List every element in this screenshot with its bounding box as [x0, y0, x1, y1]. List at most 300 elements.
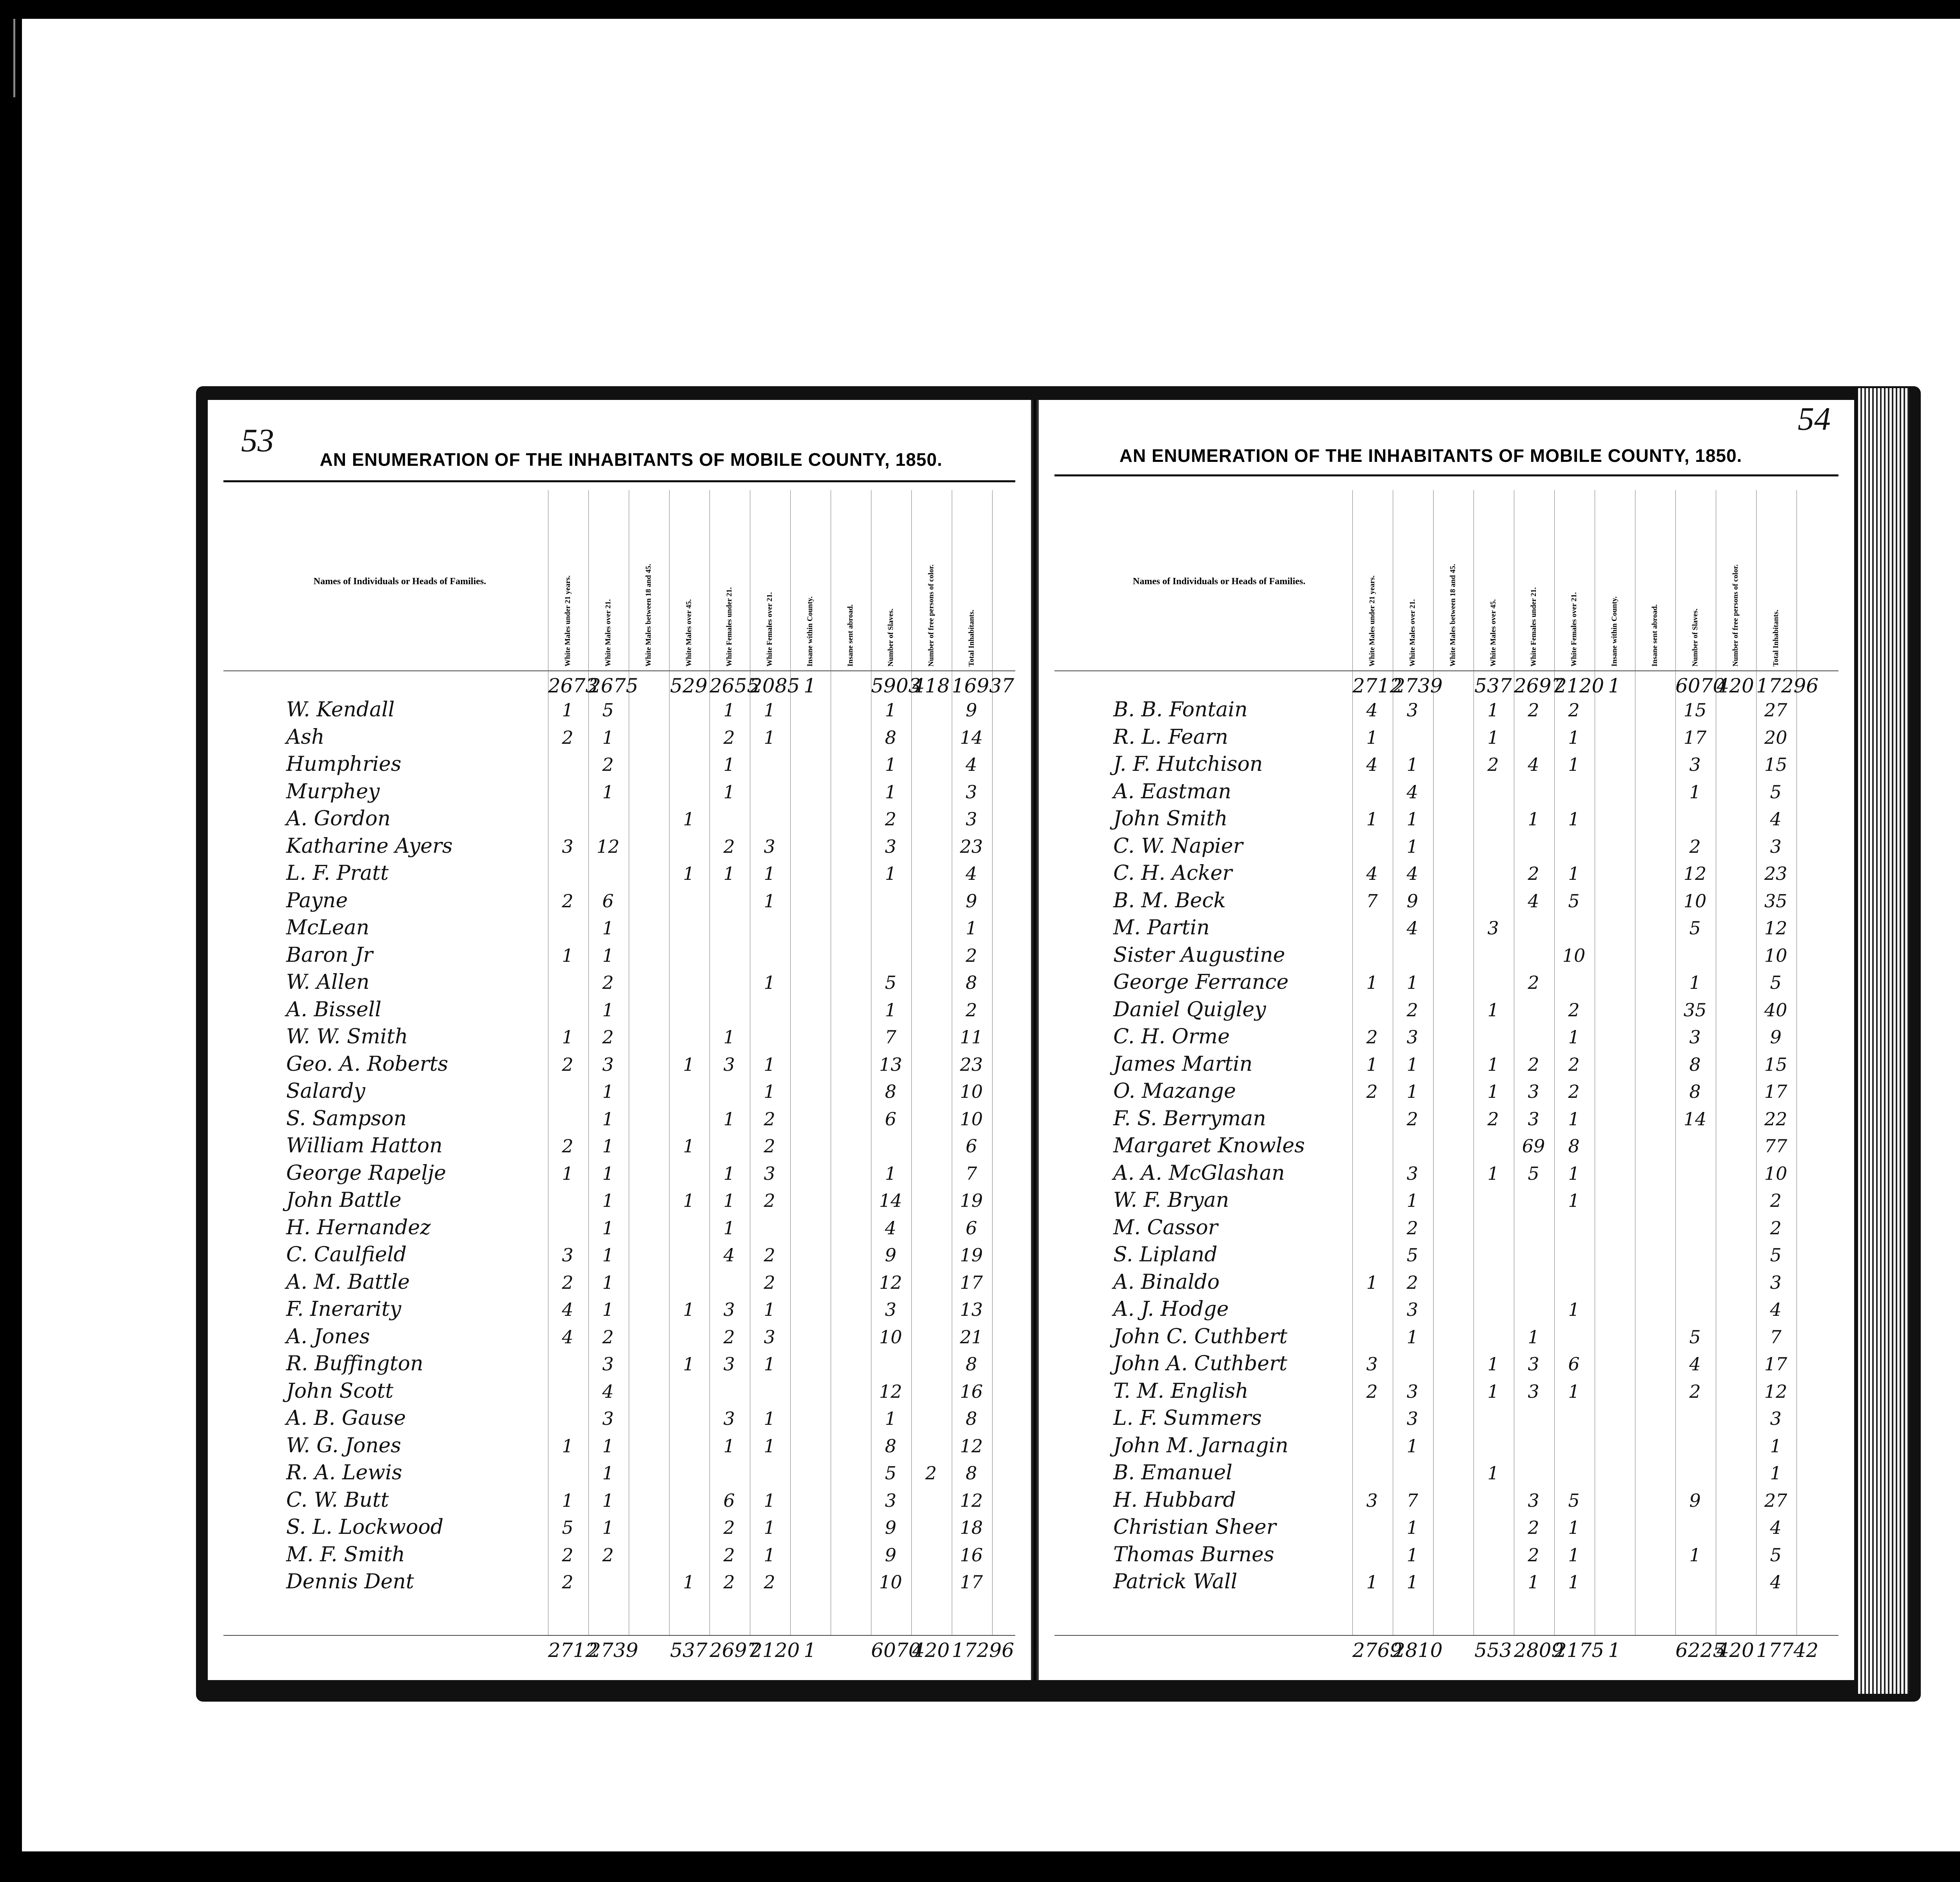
column-header-label: White Females under 21.	[725, 587, 733, 667]
household-name: Murphey	[286, 779, 380, 803]
household-count: 3	[1528, 1490, 1539, 1511]
household-count: 13	[879, 1054, 902, 1075]
household-count: 2	[723, 1544, 735, 1566]
household-count: 3	[965, 781, 977, 803]
column-header-label: White Females under 21.	[1530, 587, 1538, 667]
household-name: Humphries	[286, 752, 401, 776]
household-count: 9	[965, 699, 977, 721]
column-header-label: White Females over 21.	[766, 592, 774, 667]
household-count: 1	[764, 863, 775, 884]
household-count: 5	[1770, 1544, 1782, 1566]
household-count: 3	[723, 1408, 735, 1429]
household-count: 1	[723, 1026, 735, 1048]
household-count: 5	[1689, 1326, 1701, 1348]
household-name: George Ferrance	[1113, 970, 1289, 994]
household-count: 9	[965, 890, 977, 912]
household-count: 1	[562, 1026, 573, 1048]
household-count: 3	[1528, 1381, 1539, 1402]
household-count: 2	[1406, 1217, 1418, 1239]
household-count: 6	[965, 1217, 977, 1239]
column-header	[1675, 490, 1715, 667]
household-count: 5	[1770, 781, 1782, 803]
household-count: 1	[723, 1435, 735, 1457]
column-header	[1635, 490, 1674, 667]
household-count: 1	[1487, 1353, 1499, 1375]
household-count: 1	[1366, 1054, 1378, 1075]
column-rule	[1433, 490, 1434, 1635]
household-count: 3	[764, 1326, 775, 1348]
household-count: 5	[1770, 1244, 1782, 1266]
column-total: 2809	[1514, 1639, 1564, 1662]
household-count: 4	[1406, 917, 1418, 939]
household-count: 16	[960, 1381, 983, 1402]
household-name: C. W. Napier	[1113, 834, 1243, 858]
household-count: 1	[1406, 1190, 1418, 1211]
column-header-label: Insane within County.	[806, 596, 814, 667]
household-name: A. A. McGlashan	[1113, 1161, 1285, 1185]
household-count: 4	[1366, 699, 1378, 721]
household-count: 1	[885, 754, 897, 775]
household-count: 3	[1528, 1081, 1539, 1102]
household-name: M. Partin	[1113, 916, 1210, 939]
household-count: 1	[1406, 972, 1418, 993]
household-count: 5	[1770, 972, 1782, 993]
household-count: 12	[960, 1490, 983, 1511]
book-gutter	[1031, 400, 1039, 1680]
household-count: 1	[885, 999, 897, 1021]
household-name: C. Caulfield	[286, 1243, 407, 1266]
household-count: 14	[879, 1190, 902, 1211]
column-total: 17742	[1756, 1639, 1819, 1662]
household-count: 2	[562, 1571, 573, 1593]
household-count: 3	[602, 1408, 614, 1429]
household-count: 4	[602, 1381, 614, 1402]
household-count: 5	[885, 972, 897, 993]
household-count: 10	[1764, 945, 1788, 966]
household-count: 4	[1770, 808, 1782, 830]
household-count: 1	[764, 1081, 775, 1102]
household-count: 2	[1366, 1081, 1378, 1102]
household-count: 1	[1406, 754, 1418, 775]
household-count: 2	[965, 999, 977, 1021]
household-name: L. F. Pratt	[286, 861, 389, 885]
household-count: 5	[1406, 1244, 1418, 1266]
household-count: 1	[602, 945, 614, 966]
household-count: 2	[1366, 1026, 1378, 1048]
household-count: 2	[602, 1544, 614, 1566]
brought-forward-value: 418	[912, 674, 950, 697]
column-header-label: White Males over 21.	[1408, 599, 1417, 667]
household-count: 1	[683, 1190, 695, 1211]
household-count: 17	[1764, 1081, 1788, 1102]
household-count: 1	[683, 1135, 695, 1157]
household-count: 2	[602, 1326, 614, 1348]
household-count: 1	[1406, 1054, 1418, 1075]
column-header	[750, 490, 789, 667]
household-count: 1	[1689, 1544, 1701, 1566]
title-rule	[223, 480, 1015, 482]
household-count: 2	[1528, 972, 1539, 993]
household-count: 2	[1568, 699, 1580, 721]
household-count: 2	[1406, 999, 1418, 1021]
household-name: R. Buffington	[286, 1352, 423, 1375]
household-count: 10	[879, 1571, 902, 1593]
household-count: 10	[879, 1326, 902, 1348]
film-border-top	[0, 0, 1960, 19]
household-count: 3	[723, 1299, 735, 1320]
column-total: 420	[912, 1639, 950, 1662]
household-count: 12	[1764, 1381, 1788, 1402]
household-count: 12	[1683, 863, 1707, 884]
household-count: 6	[602, 890, 614, 912]
column-total: 2712	[548, 1639, 598, 1662]
household-count: 2	[562, 1135, 573, 1157]
household-count: 1	[602, 727, 614, 748]
household-count: 19	[960, 1190, 983, 1211]
household-name: M. F. Smith	[286, 1542, 405, 1566]
column-header	[1595, 490, 1634, 667]
household-count: 1	[602, 1435, 614, 1457]
household-count: 1	[764, 1299, 775, 1320]
household-count: 1	[1487, 699, 1499, 721]
household-count: 3	[1406, 1163, 1418, 1184]
household-count: 2	[885, 808, 897, 830]
household-count: 1	[1528, 1326, 1539, 1348]
column-total: 6070	[871, 1639, 921, 1662]
household-count: 27	[1764, 1490, 1788, 1511]
household-count: 2	[723, 836, 735, 857]
brought-forward-value: 537	[1474, 674, 1512, 697]
household-count: 8	[1689, 1081, 1701, 1102]
household-count: 7	[1366, 890, 1378, 912]
household-count: 1	[885, 1163, 897, 1184]
household-name: Baron Jr	[286, 943, 373, 967]
household-name: John C. Cuthbert	[1113, 1324, 1288, 1348]
brought-forward-value: 17296	[1756, 674, 1819, 697]
household-count: 4	[1528, 890, 1539, 912]
household-count: 9	[885, 1244, 897, 1266]
household-count: 2	[723, 1326, 735, 1348]
household-count: 9	[1770, 1026, 1782, 1048]
household-count: 2	[723, 727, 735, 748]
household-name: Dennis Dent	[286, 1570, 414, 1593]
household-count: 8	[885, 1081, 897, 1102]
column-header	[669, 490, 708, 667]
household-count: 1	[764, 727, 775, 748]
household-count: 5	[1689, 917, 1701, 939]
household-count: 1	[1568, 863, 1580, 884]
household-count: 14	[1683, 1108, 1707, 1130]
household-count: 8	[1689, 1054, 1701, 1075]
household-name: George Rapelje	[286, 1161, 446, 1185]
household-count: 3	[1770, 836, 1782, 857]
household-count: 1	[764, 1517, 775, 1538]
household-count: 2	[965, 945, 977, 966]
column-rule	[790, 490, 791, 1635]
household-count: 2	[1770, 1190, 1782, 1211]
household-count: 4	[1770, 1517, 1782, 1538]
household-count: 10	[1562, 945, 1586, 966]
household-name: John M. Jarnagin	[1113, 1433, 1289, 1457]
household-count: 8	[1568, 1135, 1580, 1157]
household-name: John Smith	[1113, 807, 1228, 830]
household-count: 1	[764, 1435, 775, 1457]
household-count: 1	[1487, 1462, 1499, 1484]
household-count: 1	[683, 1054, 695, 1075]
column-header	[1716, 490, 1755, 667]
household-count: 1	[602, 1135, 614, 1157]
household-count: 1	[1568, 1026, 1580, 1048]
column-header	[1554, 490, 1593, 667]
household-count: 1	[602, 1462, 614, 1484]
household-count: 23	[960, 836, 983, 857]
column-rule	[992, 490, 993, 1635]
household-count: 6	[965, 1135, 977, 1157]
household-count: 1	[1406, 1435, 1418, 1457]
household-name: W. W. Smith	[286, 1025, 408, 1048]
household-count: 1	[1487, 1381, 1499, 1402]
household-name: Payne	[286, 888, 348, 912]
household-count: 1	[1568, 1190, 1580, 1211]
household-count: 2	[764, 1135, 775, 1157]
household-count: 1	[683, 1299, 695, 1320]
column-header-label: Insane sent abroad.	[846, 604, 855, 667]
household-name: F. S. Berryman	[1113, 1106, 1266, 1130]
household-name: H. Hubbard	[1113, 1488, 1236, 1512]
page-number: 54	[1798, 401, 1831, 437]
household-count: 1	[602, 1217, 614, 1239]
household-count: 7	[885, 1026, 897, 1048]
household-count: 2	[925, 1462, 937, 1484]
household-name: Geo. A. Roberts	[286, 1052, 448, 1076]
column-total: 6225	[1675, 1639, 1726, 1662]
household-count: 1	[723, 781, 735, 803]
brought-forward-value: 420	[1717, 674, 1754, 697]
household-name: R. A. Lewis	[286, 1461, 402, 1484]
household-count: 1	[683, 1571, 695, 1593]
household-count: 4	[965, 863, 977, 884]
household-count: 1	[1568, 1544, 1580, 1566]
column-total: 2810	[1393, 1639, 1443, 1662]
household-count: 3	[764, 1163, 775, 1184]
household-count: 3	[602, 1353, 614, 1375]
household-count: 1	[562, 699, 573, 721]
household-name: John Battle	[286, 1188, 402, 1212]
household-count: 1	[1366, 727, 1378, 748]
household-count: 17	[1683, 727, 1707, 748]
household-count: 1	[1406, 1544, 1418, 1566]
household-count: 1	[1568, 808, 1580, 830]
household-name: H. Hernandez	[286, 1215, 431, 1239]
household-count: 4	[562, 1299, 573, 1320]
household-count: 1	[602, 1272, 614, 1293]
film-edge-mark	[13, 19, 15, 97]
household-count: 1	[602, 1517, 614, 1538]
household-count: 1	[1406, 808, 1418, 830]
header-rule	[1054, 670, 1838, 671]
household-name: F. Inerarity	[286, 1297, 401, 1321]
household-count: 8	[965, 1462, 977, 1484]
column-total: 2769	[1352, 1639, 1403, 1662]
household-count: 1	[683, 1353, 695, 1375]
household-name: B. Emanuel	[1113, 1461, 1232, 1484]
household-count: 19	[960, 1244, 983, 1266]
household-count: 5	[1568, 890, 1580, 912]
brought-forward-value: 6070	[1675, 674, 1726, 697]
household-count: 1	[1487, 727, 1499, 748]
household-count: 1	[1487, 999, 1499, 1021]
household-count: 8	[965, 972, 977, 993]
household-count: 17	[1764, 1353, 1788, 1375]
column-header	[1393, 490, 1432, 667]
household-count: 12	[960, 1435, 983, 1457]
household-count: 21	[960, 1326, 983, 1348]
household-count: 2	[1528, 863, 1539, 884]
page-title: AN ENUMERATION OF THE INHABITANTS OF MOBILE COUNTY, 1850.	[319, 449, 943, 470]
household-count: 1	[1770, 1462, 1782, 1484]
household-count: 27	[1764, 699, 1788, 721]
column-header	[1352, 490, 1392, 667]
household-count: 15	[1683, 699, 1707, 721]
column-header	[871, 490, 910, 667]
household-count: 9	[1406, 890, 1418, 912]
household-name: A. Binaldo	[1113, 1270, 1220, 1294]
household-count: 5	[1528, 1163, 1539, 1184]
brought-forward-value: 529	[670, 674, 708, 697]
column-header-label: Number of free persons of color.	[1731, 564, 1740, 667]
footer-rule	[223, 1635, 1015, 1636]
household-count: 1	[562, 1435, 573, 1457]
household-count: 1	[1366, 808, 1378, 830]
household-count: 1	[1568, 1571, 1580, 1593]
brought-forward-value: 2085	[750, 674, 800, 697]
household-name: A. M. Battle	[286, 1270, 410, 1294]
brought-forward-value: 2739	[1393, 674, 1443, 697]
brought-forward-value: 2655	[710, 674, 760, 697]
household-count: 2	[1528, 1544, 1539, 1566]
household-count: 2	[1689, 836, 1701, 857]
column-total: 1	[804, 1639, 816, 1662]
column-header	[1433, 490, 1472, 667]
household-count: 9	[885, 1517, 897, 1538]
names-column-header: Names of Individuals or Heads of Families.	[1132, 576, 1306, 587]
column-header-label: White Males under 21 years.	[564, 575, 572, 667]
household-count: 1	[1568, 1517, 1580, 1538]
household-count: 1	[1568, 1163, 1580, 1184]
household-count: 20	[1764, 727, 1788, 748]
household-count: 3	[1406, 699, 1418, 721]
household-name: Christian Sheer	[1113, 1515, 1276, 1539]
column-header	[952, 490, 991, 667]
household-count: 1	[1406, 1517, 1418, 1538]
household-count: 1	[1770, 1435, 1782, 1457]
household-name: A. B. Gause	[286, 1406, 406, 1430]
column-header	[1756, 490, 1795, 667]
household-name: McLean	[286, 916, 370, 939]
household-count: 6	[1568, 1353, 1580, 1375]
household-count: 1	[1487, 1054, 1499, 1075]
household-count: 35	[1764, 890, 1788, 912]
household-count: 8	[965, 1353, 977, 1375]
household-count: 3	[1689, 754, 1701, 775]
column-header	[831, 490, 870, 667]
household-count: 23	[1764, 863, 1788, 884]
column-header-label: Total Inhabitants.	[1772, 609, 1780, 667]
household-count: 1	[723, 699, 735, 721]
household-count: 2	[1406, 1272, 1418, 1293]
household-count: 10	[960, 1108, 983, 1130]
household-name: M. Cassor	[1113, 1215, 1218, 1239]
household-count: 2	[723, 1571, 735, 1593]
household-count: 1	[764, 1490, 775, 1511]
household-count: 1	[764, 699, 775, 721]
household-count: 3	[885, 836, 897, 857]
household-count: 1	[1406, 1571, 1418, 1593]
column-total: 2175	[1554, 1639, 1604, 1662]
household-count: 3	[562, 1244, 573, 1266]
household-count: 6	[885, 1108, 897, 1130]
household-count: 1	[764, 1054, 775, 1075]
page-number: 53	[241, 422, 274, 459]
household-count: 1	[885, 781, 897, 803]
household-name: J. F. Hutchison	[1113, 752, 1263, 776]
column-header-label: White Males over 45.	[1489, 599, 1497, 667]
household-count: 1	[1568, 1108, 1580, 1130]
household-count: 1	[1487, 1163, 1499, 1184]
household-count: 1	[723, 1217, 735, 1239]
household-count: 1	[723, 1163, 735, 1184]
header-rule	[223, 670, 1015, 671]
household-name: C. H. Acker	[1113, 861, 1232, 885]
brought-forward-value: 2120	[1554, 674, 1604, 697]
brought-forward-value: 2675	[588, 674, 639, 697]
household-count: 4	[1770, 1571, 1782, 1593]
column-header-label: White Males over 45.	[685, 599, 693, 667]
household-count: 3	[723, 1353, 735, 1375]
household-count: 2	[764, 1108, 775, 1130]
household-count: 17	[960, 1272, 983, 1293]
column-header	[790, 490, 829, 667]
household-count: 3	[1406, 1381, 1418, 1402]
household-count: 2	[1528, 1054, 1539, 1075]
household-name: John A. Cuthbert	[1113, 1352, 1287, 1375]
column-total: 2697	[710, 1639, 760, 1662]
household-name: Daniel Quigley	[1113, 997, 1266, 1021]
household-name: S. Lipland	[1113, 1243, 1218, 1266]
household-count: 4	[723, 1244, 735, 1266]
household-name: Katharine Ayers	[286, 834, 453, 858]
household-count: 1	[602, 1299, 614, 1320]
household-count: 2	[1689, 1381, 1701, 1402]
household-count: 14	[960, 727, 983, 748]
household-count: 16	[960, 1544, 983, 1566]
household-count: 1	[602, 1081, 614, 1102]
household-count: 10	[1764, 1163, 1788, 1184]
column-header	[588, 490, 628, 667]
household-count: 2	[562, 1054, 573, 1075]
household-count: 4	[1406, 863, 1418, 884]
household-name: John Scott	[286, 1379, 394, 1403]
household-count: 7	[1770, 1326, 1782, 1348]
page-title: AN ENUMERATION OF THE INHABITANTS OF MOBILE COUNTY, 1850.	[1119, 445, 1742, 466]
household-name: A. Jones	[286, 1324, 370, 1348]
household-count: 3	[1487, 917, 1499, 939]
footer-rule	[1054, 1635, 1838, 1636]
household-count: 2	[764, 1190, 775, 1211]
household-count: 17	[960, 1571, 983, 1593]
household-count: 18	[960, 1517, 983, 1538]
household-count: 3	[1770, 1272, 1782, 1293]
